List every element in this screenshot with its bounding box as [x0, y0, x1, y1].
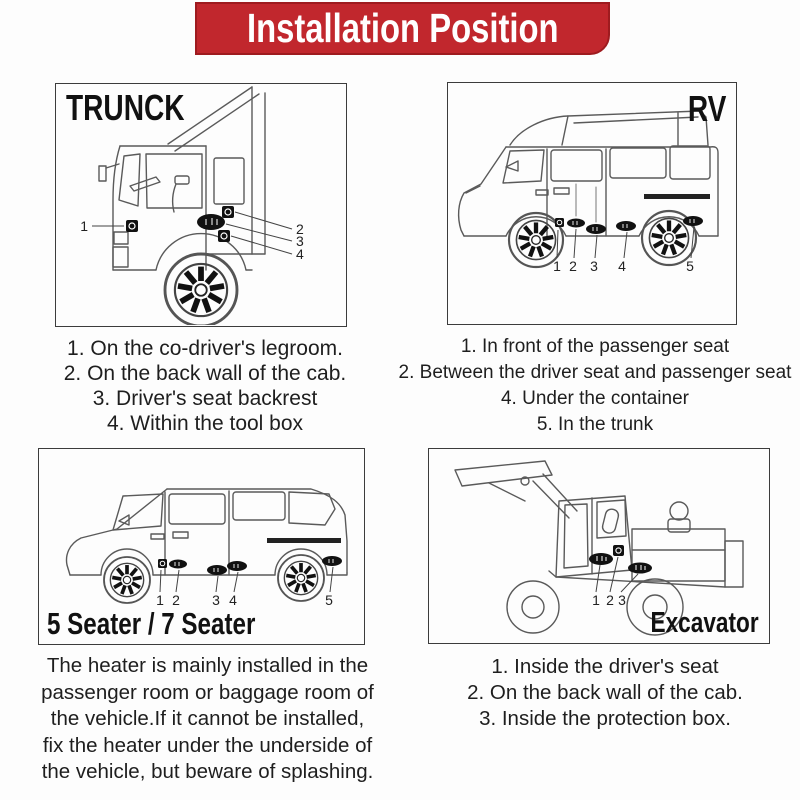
excavator-marker-number: 3 [618, 592, 626, 608]
rv-panel [447, 82, 737, 325]
truck-notes [15, 336, 395, 436]
note-line: The heater is mainly installed in the [46, 654, 369, 677]
excavator-panel [428, 448, 770, 644]
seater-side-stripe [267, 538, 341, 543]
seater-marker-number: 1 [156, 592, 164, 608]
note-line: 2. On the back wall of the cab. [467, 681, 743, 704]
rv-panel-title: RV [687, 88, 726, 129]
excavator-panel-title: Excavator [650, 607, 759, 639]
note-line: 5. In the trunk [536, 414, 654, 435]
rv-marker-number: 2 [569, 258, 577, 274]
note-line: fix the heater under the underside of [42, 733, 373, 757]
note-line: 2. On the back wall of the cab. [63, 362, 347, 385]
note-line: 3. Inside the protection box. [479, 707, 731, 730]
note-line: 4. Within the tool box [106, 412, 304, 435]
excavator-marker-number: 2 [606, 592, 614, 608]
page-title: Installation Position [246, 5, 559, 51]
excavator-heater-markers [589, 545, 652, 574]
truck-marker-number: 2 [296, 221, 304, 237]
note-line: 1. In front of the passenger seat [460, 336, 730, 357]
note-line: 1. On the co-driver's legroom. [67, 337, 343, 360]
truck-marker-number: 3 [296, 233, 304, 249]
note-line: 4. Under the container [500, 388, 689, 409]
note-line: the vehicle.If it cannot be installed, [50, 707, 365, 730]
seater-marker-number: 4 [229, 592, 237, 608]
rv-line-art [459, 111, 718, 236]
note-line: 2. Between the driver seat and passenger seat [398, 362, 792, 383]
note-line: the vehicle, but beware of splashing. [41, 760, 374, 783]
title-banner [195, 2, 610, 55]
rv-marker-number: 3 [590, 258, 598, 274]
rv-marker-number: 4 [618, 258, 626, 274]
rv-side-stripe [644, 194, 710, 199]
seater-marker-number: 2 [172, 592, 180, 608]
rv-notes [390, 334, 800, 438]
seater-note [15, 653, 400, 786]
truck-panel [55, 83, 347, 327]
truck-panel-title: TRUNCK [66, 87, 185, 128]
truck-marker-number: 1 [80, 218, 88, 234]
rv-marker-number: 5 [686, 258, 694, 274]
seater-marker-number: 5 [325, 592, 333, 608]
note-line: passenger room or baggage room of [41, 680, 374, 704]
excavator-marker-number: 1 [592, 592, 600, 608]
seater-panel-title: 5 Seater / 7 Seater [47, 606, 256, 641]
excavator-notes [425, 654, 785, 732]
rv-marker-number: 1 [553, 258, 561, 274]
seater-panel [38, 448, 365, 645]
seater-marker-number: 3 [212, 592, 220, 608]
truck-marker-number: 4 [296, 246, 304, 262]
note-line: 3. Driver's seat backrest [92, 387, 318, 410]
note-line: 1. Inside the driver's seat [491, 655, 719, 678]
